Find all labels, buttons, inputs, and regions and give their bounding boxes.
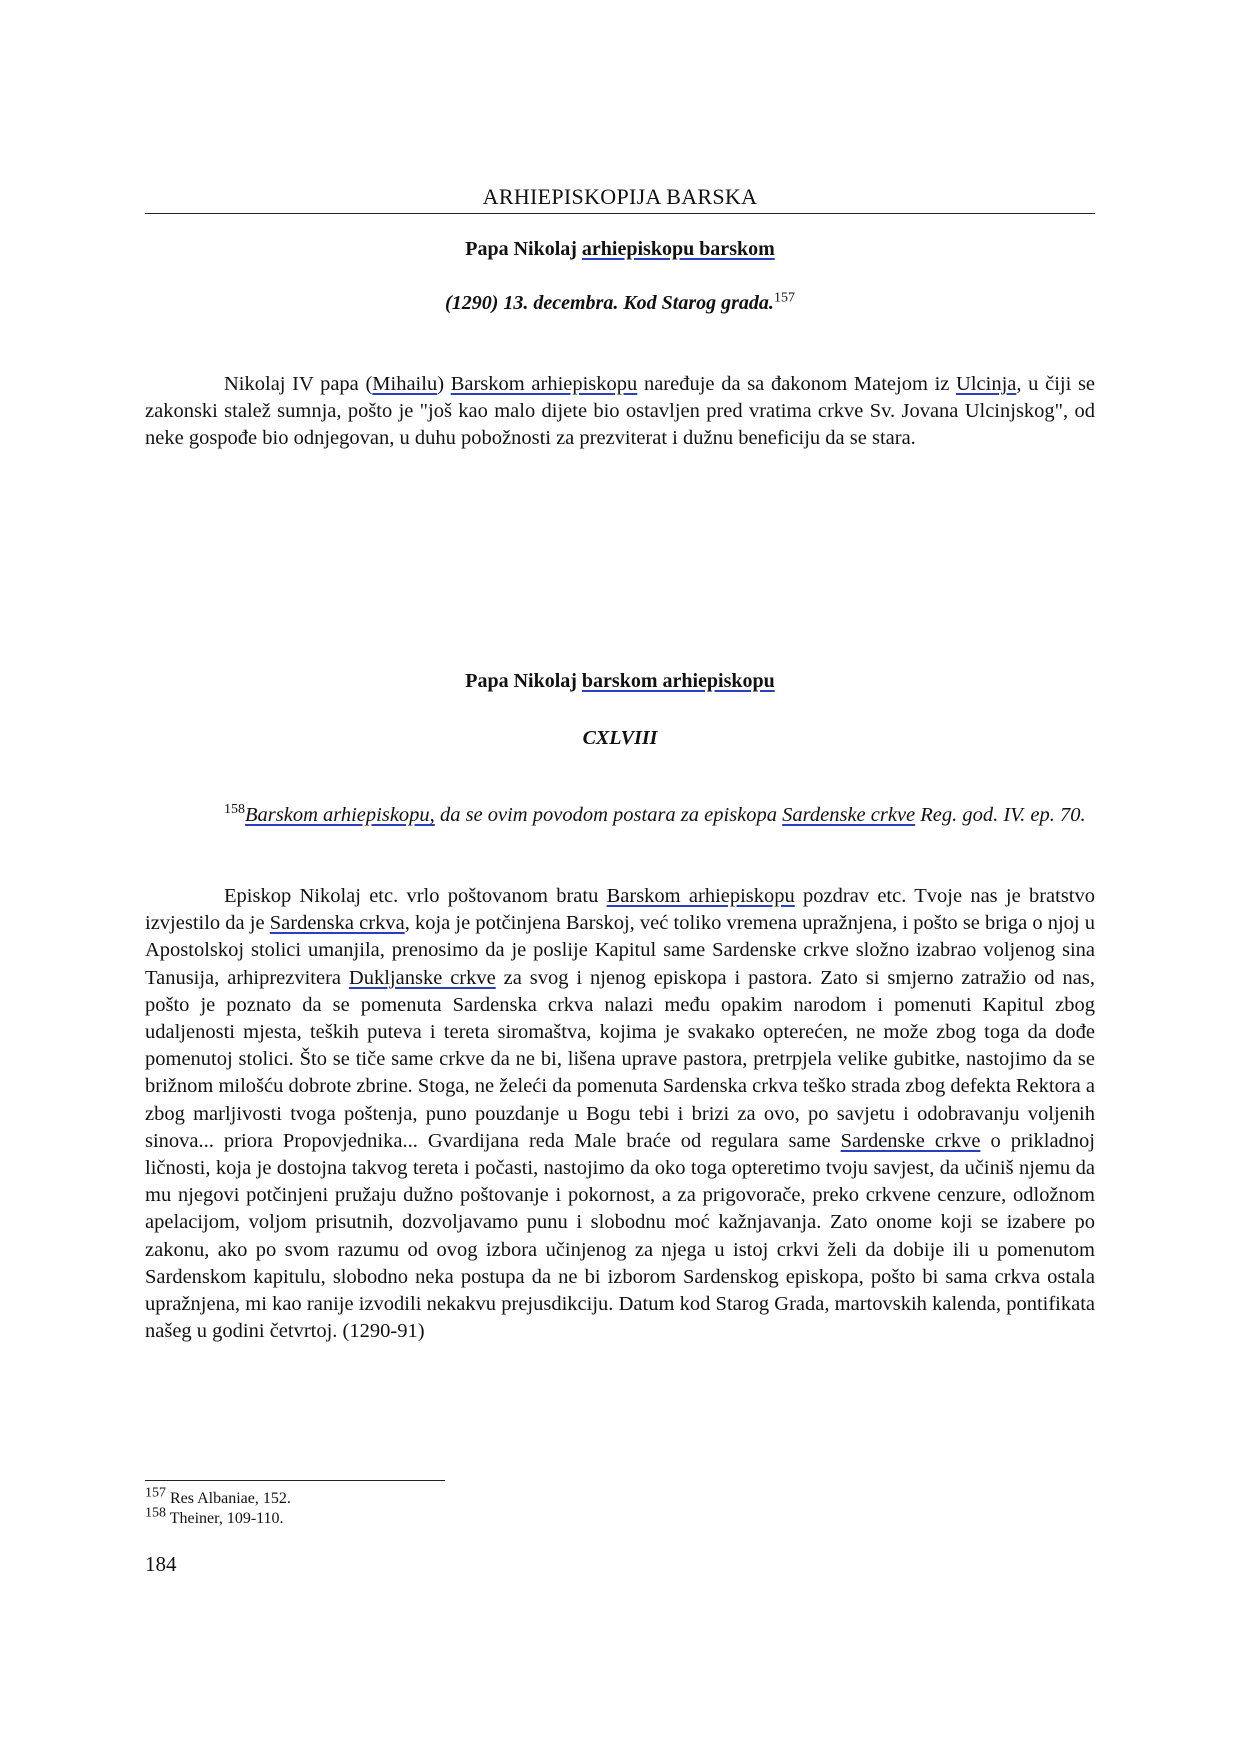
footnote-rule — [145, 1480, 445, 1481]
doc2-summary-text-b: Reg. god. IV. ep. 70. — [915, 804, 1086, 826]
footnote-ref-158[interactable]: 158 — [224, 802, 245, 818]
doc1-paragraph — [145, 371, 1095, 453]
link-sardenske-crkve-summary[interactable]: Sardenske crkve — [782, 804, 916, 826]
header-rule — [145, 213, 1095, 214]
link-ulcinja[interactable]: Ulcinja — [956, 373, 1017, 395]
doc1-title-text: Papa Nikolaj — [465, 238, 582, 260]
footnote-text: Theiner, 109-110. — [166, 1510, 284, 1527]
link-mihailu[interactable]: Mihailu — [372, 373, 438, 395]
doc2-title-link[interactable]: barskom arhiepiskopu — [581, 670, 775, 692]
doc2-text-a: Episkop Nikolaj etc. vrlo poštovanom bratu — [224, 885, 607, 907]
footnote-157 — [145, 1485, 291, 1509]
doc2-text-c: , koja je potčinjena Barskoj, već toliko vremena upražnjena, i pošto se briga o njoj u Apostolskoj stolici umanjila, prenosimo da je poslije Kapitul same Sardenske crkve složno izabrao voljenog sina Tanusija, arhiprezvitera — [145, 912, 1096, 989]
doc2-text-b: pozdrav etc. Tvoje nas je bratstvo izvjestilo da je — [145, 885, 1095, 935]
doc2-paragraph — [145, 883, 1095, 1345]
link-barskom-arhiepiskopu-summary[interactable]: Barskom arhiepiskopu, — [245, 804, 435, 826]
link-sardenska-crkva[interactable]: Sardenska crkva — [269, 912, 405, 935]
doc2-title-text: Papa Nikolaj — [465, 670, 582, 692]
page-number: 184 — [145, 1552, 177, 1576]
doc1-date — [145, 292, 1095, 315]
doc2-text-e: o prikladnoj ličnosti, koja je dostojna takvog tereta i počasti, nastojimo da oko toga opteretimo tvoju savjest, da učiniš njemu da mu njegovi potčinjeni pružaju dužno poštovanje i pokornost, a za prigovorače, preko crkvene cenzure, odložnom apelacijom, voljom prisutnih, dozvoljavamo punu i slobodnu moć kažnjavanja. Zato onome koji se izabere po zakonu, ako po svom razumu od ovog izbora učinjenog za njega u istoj crkvi želi da dobije ili u pomenutom Sardenskom kapitulu, slobodno neka postupa da ne bi izborom Sardenskog episkopa, pošto bi sama crkva ostala upražnjena, mi kao ranije izvodili nekakvu prejusdikciju. Datum kod Starog Grada, martovskih kalenda, pontifikata našeg u godini četvrtoj. (1290-91) — [145, 1129, 1095, 1343]
running-head: ARHIEPISKOPIJA BARSKA — [482, 184, 758, 209]
footnote-number: 157 — [145, 1485, 166, 1501]
link-barskom-arhiepiskopu-2[interactable]: Barskom arhiepiskopu — [606, 885, 795, 907]
doc1-title — [145, 238, 1095, 261]
doc1-text-b: ) — [437, 373, 451, 395]
doc1-title-link[interactable]: arhiepiskopu barskom — [581, 238, 775, 260]
link-dukljanske-crkve[interactable]: Dukljanske crkve — [348, 966, 496, 989]
doc2-summary-text-a: da se ovim povodom postara za episkopa — [434, 804, 783, 826]
link-barskom-arhiepiskopu[interactable]: Barskom arhiepiskopu — [450, 373, 638, 395]
footnote-text: Res Albaniae, 152. — [166, 1490, 291, 1507]
doc1-text-c: naređuje da sa đakonom Matejom iz — [637, 373, 957, 395]
doc1-text-d: , u čiji se zakonski stalež sumnja, pošto je "još kao malo dijete bio ostavljen pred vratima crkve Sv. Jovana Ulcinjskog", od neke gospođe bio odnjegovan, u duhu pobožnosti za prezviterat i dužnu beneficiju da se stara. — [145, 373, 1096, 450]
footnotes — [145, 1485, 291, 1529]
doc1-text-a: Nikolaj IV papa ( — [224, 373, 373, 395]
footnote-number: 158 — [145, 1505, 166, 1521]
link-sardenske-crkve[interactable]: Sardenske crkve — [840, 1129, 981, 1152]
footnote-ref-157[interactable]: 157 — [773, 290, 795, 306]
doc2-text-d: za svog i njenog episkopa i pastora. Zato si smjerno zatražio od nas, pošto je poznato da se pomenuta Sardenska crkva nalazi među opakim narodom i pomenuti Kapitul zbog udaljenosti mjesta, teških puteva i tereta siromaštva, kojima je svakako opterećen, ne može zbog toga da dođe pomenutoj stolici. Što se tiče same crkve da ne bi, lišena uprave pastora, pretrpjela velike gubitke, nastojimo da se brižnom milošću dobrote zbrine. Stoga, ne želeći da pomenuta Sardenska crkva teško strada zbog defekta Rektora a zbog marljivosti tvoga poštenja, puno pouzdanje u Bogu tebi i brizi za ovo, po savjetu i odobravanju voljenih sinova... priora Propovjednika... Gvardijana reda Male braće od regulara same — [145, 966, 1095, 1152]
doc2-number: CXLVIII — [582, 727, 658, 749]
doc1-date-text: (1290) 13. decembra. Kod Starog grada. — [445, 292, 774, 314]
doc2-summary — [145, 802, 1095, 829]
doc2-title — [145, 670, 1095, 693]
footnote-158 — [145, 1505, 291, 1529]
